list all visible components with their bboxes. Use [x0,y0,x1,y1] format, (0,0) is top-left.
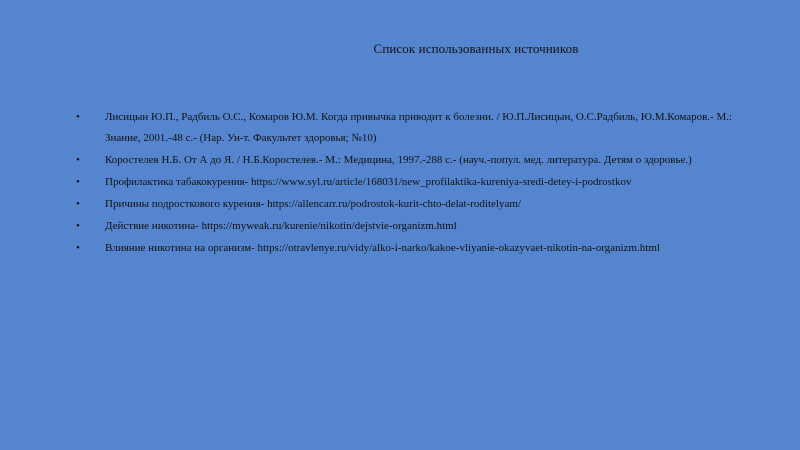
bullet-icon: • [76,242,80,254]
reference-item [76,216,766,237]
reference-text: Коростелев Н.Б. От А до Я. / Н.Б.Коростелев.- М.: Медицина, 1997.-288 с.- (науч.-попул. мед. литература. Детям о здоровье.) [105,154,692,166]
bullet-icon: • [76,111,80,123]
reference-text: Профилактика табакокурения- https://www.syl.ru/article/168031/new_profilaktika-kureniya-sredi-detey-i-podrostkov [105,176,632,188]
bullet-icon: • [76,176,80,188]
reference-text: Действие никотина- https://myweak.ru/kurenie/nikotin/dejstvie-organizm.html [105,220,457,232]
reference-item [76,194,766,215]
reference-item [76,150,766,171]
reference-text: Лисицын Ю.П., Радбиль О.С., Комаров Ю.М. Когда привычка приводит к болезни. / Ю.П.Лисицын, О.С.Радбиль, Ю.М.Комаров.- М.: Знание, 2001.-48 с.- (Нар. Ун-т. Факультет здоровья; №10) [105,111,733,144]
bullet-icon: • [76,220,80,232]
bullet-icon: • [76,154,80,166]
slide-title: Список использованных источников [373,41,579,56]
slide-title-container [0,41,800,57]
bullet-icon: • [76,198,80,210]
reference-text: Причины подросткового курения- https://allencarr.ru/podrostok-kurit-chto-delat-roditelyam/ [105,198,521,210]
reference-text: Влияние никотина на организм- https://otravlenye.ru/vidy/alko-i-narko/kakoe-vliyanie-okazyvaet-nikotin-na-organizm.html [105,242,660,254]
reference-item [76,107,766,149]
reference-list [76,107,766,260]
reference-item [76,172,766,193]
reference-item [76,238,766,259]
